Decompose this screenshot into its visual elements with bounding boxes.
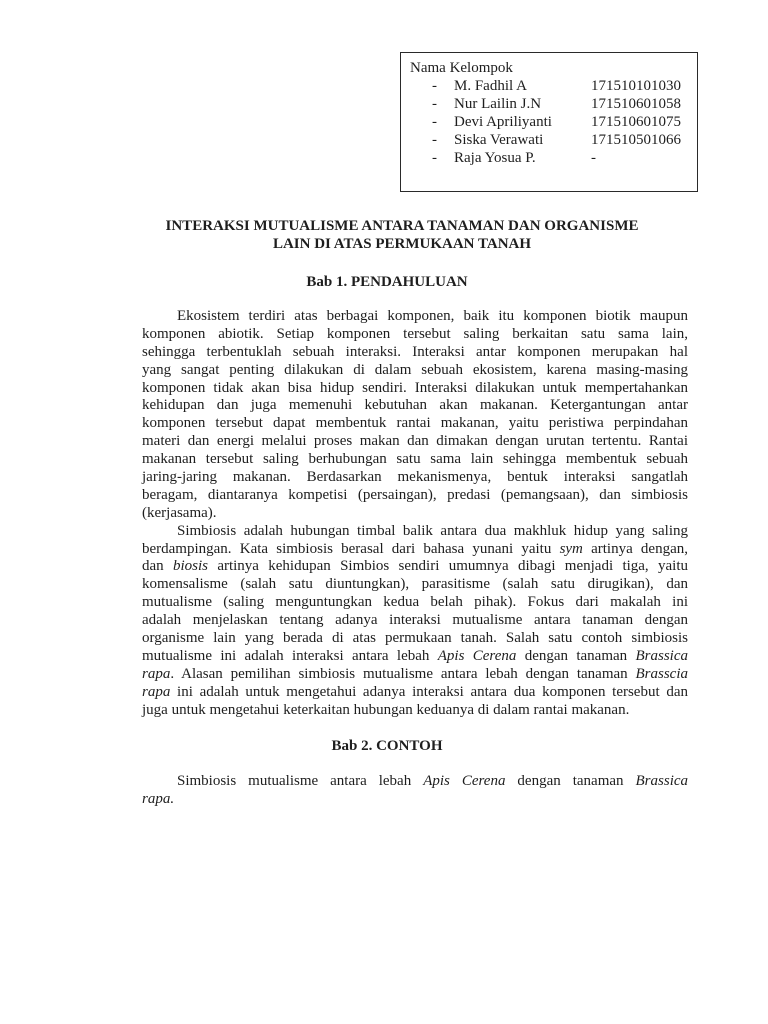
paragraph-line: [142, 666, 688, 684]
italic-term: rapa.: [142, 790, 175, 807]
paragraph: [142, 773, 688, 809]
text-segment: . Alasan pemilihan simbiosis mutualisme antara lebah dengan tanaman: [170, 665, 636, 682]
italic-term: Apis Cerena: [423, 773, 506, 789]
title-line: LAIN DI ATAS PERMUKAAN TANAH: [272, 235, 532, 252]
member-name: Siska Verawati: [454, 132, 544, 148]
member-name: Raja Yosua P.: [454, 150, 536, 166]
paragraph-line: juga untuk mengetahui keterkaitan hubungan keduanya di dalam rantai makanan.: [142, 701, 630, 718]
paragraph-line: [142, 558, 688, 576]
member-id: 171510501066: [591, 132, 681, 148]
member-row: [432, 95, 681, 113]
italic-term: rapa: [142, 665, 171, 682]
section-body-bab-2: [142, 773, 688, 809]
paragraph-line: beragam, diantaranya kompetisi (persaingan), predasi (pemangsaan), dan simbiosis: [142, 486, 688, 503]
italic-term: rapa: [142, 683, 171, 700]
member-id: 171510101030: [591, 78, 681, 94]
paragraph-line: (kerjasama).: [142, 504, 217, 521]
paragraph-line: sehingga terbentuklah sebuah interaksi. Interaksi antar komponen merupakan hal: [142, 343, 688, 360]
section-body-bab-1: [142, 308, 688, 719]
paragraph-line: kehidupan dan juga memenuhi kebutuhan akan makanan. Ketergantungan antar: [142, 397, 688, 414]
member-id: 171510601075: [591, 114, 681, 130]
italic-term: Brassica: [635, 647, 688, 664]
italic-term: sym: [559, 540, 583, 557]
member-id: -: [591, 150, 596, 166]
paragraph-line: komponen abiotik. Setiap komponen tersebut saling berkaitan satu sama lain,: [142, 325, 688, 342]
italic-term: Brasscia: [635, 665, 688, 682]
member-bullet: -: [432, 132, 437, 148]
member-row: [432, 131, 681, 149]
paragraph-line: jaring-jaring makanan. Berdasarkan mekanismenya, bentuk interaksi sangatlah: [142, 469, 688, 486]
member-row: [432, 77, 681, 95]
section-heading-bab-1: Bab 1. PENDAHULUAN: [306, 274, 468, 290]
paragraph: [142, 308, 688, 523]
text-segment: dan: [142, 558, 173, 575]
paragraph-line: materi dan energi melalui proses makan dan dimakan dengan urutan tertentu. Rantai: [142, 433, 688, 450]
paragraph-line: [142, 541, 688, 559]
document-title: [102, 218, 702, 253]
member-bullet: -: [432, 114, 437, 130]
member-bullet: -: [432, 150, 437, 166]
paragraph-line: komponen tersebut dapat membentuk rantai makanan, yaitu peristiwa perpindahan: [142, 415, 688, 432]
text-segment: ini adalah untuk mengetahui adanya interaksi antara dua komponen tersebut dan: [170, 683, 688, 700]
text-segment: mutualisme ini adalah interaksi antara lebah: [142, 647, 438, 664]
italic-term: biosis: [172, 558, 208, 575]
paragraph-line: makanan tersebut saling berhubungan satu sama lain sehingga membentuk sebuah: [142, 451, 688, 468]
member-name: M. Fadhil A: [454, 78, 527, 94]
text-segment: berdampingan. Kata simbiosis berasal dari bahasa yunani yaitu: [142, 540, 560, 557]
member-id: 171510601058: [591, 96, 681, 112]
paragraph-line: [142, 648, 688, 666]
text-segment: artinya dengan,: [582, 540, 688, 557]
member-row: [432, 149, 681, 167]
member-name: Nur Lailin J.N: [454, 96, 542, 112]
text-segment: artinya kehidupan Simbios sendiri umumnya dibagi menjadi tiga, yaitu: [208, 558, 688, 575]
paragraph-line: yang sangat penting dilakukan di dalam sebuah ekosistem, karena masing-masing: [142, 361, 688, 378]
member-row: [432, 113, 681, 131]
paragraph: [142, 523, 688, 720]
member-bullet: -: [432, 96, 437, 112]
paragraph-line: organisme lain yang berada di atas permukaan tanah. Salah satu contoh simbiosis: [142, 630, 688, 647]
italic-term: Apis Cerena: [437, 647, 517, 664]
title-line: INTERAKSI MUTUALISME ANTARA TANAMAN DAN ORGANISME: [165, 218, 639, 234]
text-segment: Simbiosis mutualisme antara lebah: [177, 773, 424, 789]
paragraph-line: Simbiosis adalah hubungan timbal balik antara dua makhluk hidup yang saling: [177, 522, 688, 539]
paragraph-line: [142, 684, 688, 702]
paragraph-line: [142, 791, 688, 809]
text-segment: dengan tanaman: [505, 773, 636, 789]
italic-term: Brassica: [635, 773, 689, 789]
group-box-heading: Nama Kelompok: [410, 60, 513, 76]
paragraph-line: Ekosistem terdiri atas berbagai komponen, baik itu komponen biotik maupun: [177, 308, 688, 324]
paragraph-line: komensalisme (salah satu diuntungkan), parasitisme (salah satu dirugikan), dan: [142, 576, 688, 593]
section-heading-bab-2: Bab 2. CONTOH: [331, 738, 443, 754]
text-segment: dengan tanaman: [516, 647, 636, 664]
group-members-box: [400, 52, 698, 192]
member-bullet: -: [432, 78, 437, 94]
paragraph-line: [142, 773, 688, 791]
paragraph-line: mutualisme (saling menguntungkan kedua belah pihak). Fokus dari makalah ini: [142, 594, 688, 611]
group-members-list: [432, 77, 681, 167]
paragraph-line: adalah menjelaskan tentang adanya interaksi mutualisme antara tanaman dengan: [142, 612, 688, 629]
paragraph-line: komponen tidak akan bisa hidup sendiri. Interaksi dilakukan untuk mempertahankan: [142, 379, 688, 396]
member-name: Devi Apriliyanti: [454, 114, 552, 130]
